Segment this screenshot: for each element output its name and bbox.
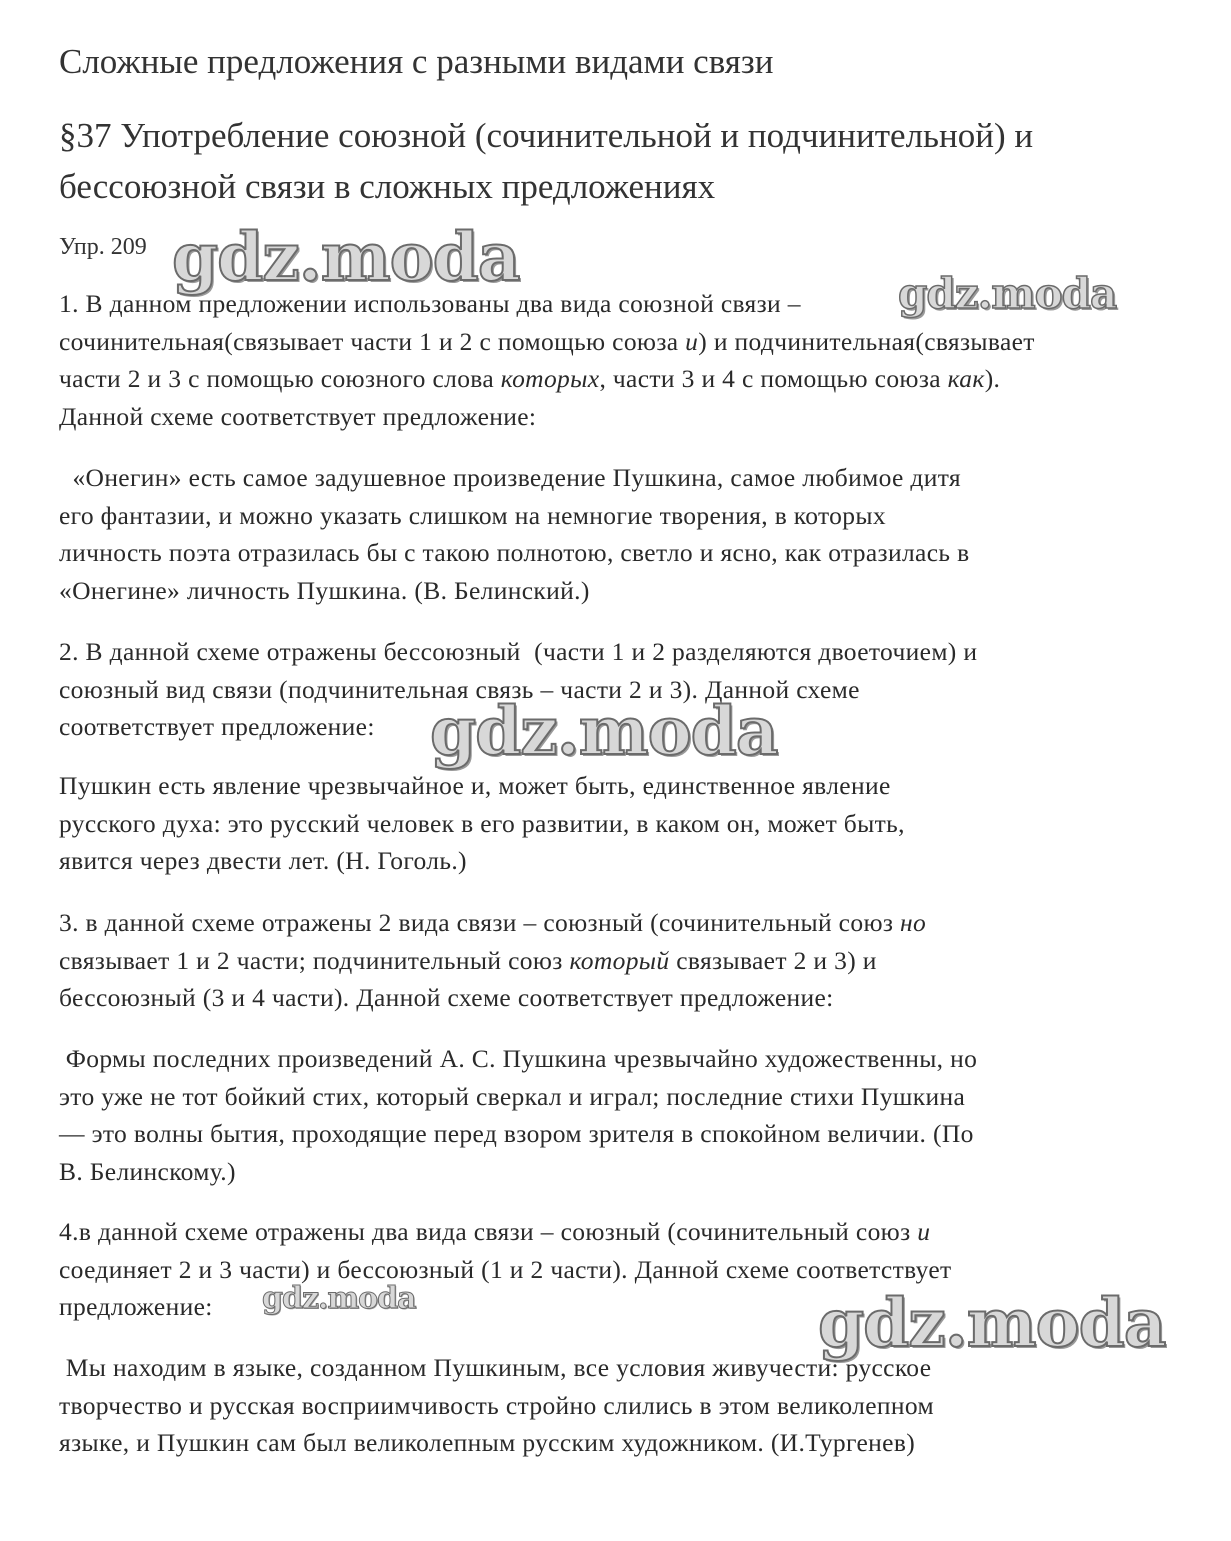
- quote-4-line: языке, и Пушкин сам был великолепным русским художником. (И.Тургенев): [59, 1428, 916, 1457]
- answer-3-line: связывает 1 и 2 части; подчинительный союз который связывает 2 и 3) и: [59, 945, 877, 975]
- exercise-label: Упр. 209: [59, 234, 147, 260]
- quote-3-line: — это волны бытия, проходящие перед взором зрителя в спокойном величии. (По: [59, 1119, 974, 1148]
- quote-3-line: это уже не тот бойкий стих, который сверкал и играл; последние стихи Пушкина: [59, 1081, 966, 1111]
- answer-1-line: части 2 и 3 с помощью союзного слова которых, части 3 и 4 с помощью союза как).: [59, 364, 1001, 393]
- answer-3-line: 3. в данной схеме отражены 2 вида связи – союзный (сочинительный союз но: [59, 908, 927, 937]
- chapter-title: Сложные предложения с разными видами связи: [59, 42, 774, 81]
- answer-3: [59, 904, 1184, 1017]
- conjunction-term: как: [947, 364, 985, 393]
- quote-1-line: его фантазии, и можно указать слишком на немногие творения, в которых: [59, 500, 886, 530]
- conjunction-term: и: [685, 326, 699, 356]
- quote-1-line: «Онегин» есть самое задушевное произведение Пушкина, самое любимое дитя: [59, 463, 961, 492]
- answer-4-line: соединяет 2 и 3 части) и бессоюзный (1 и 2 части). Данной схеме соответствует: [59, 1254, 952, 1284]
- quote-3-line: Формы последних произведений А. С. Пушкина чрезвычайно художественны, но: [59, 1044, 978, 1073]
- quote-3: [59, 1040, 1184, 1190]
- watermark: gdz.moda: [430, 692, 778, 770]
- answer-4-line: 4.в данной схеме отражены два вида связи – союзный (сочинительный союз и: [59, 1217, 931, 1246]
- answer-4-line: предложение:: [59, 1292, 213, 1321]
- quote-3-line: В. Белинскому.): [59, 1156, 236, 1186]
- section-title-line-1: §37 Употребление союзной (сочинительной и подчинительной) и: [59, 116, 1034, 155]
- answer-2-line: соответствует предложение:: [59, 712, 375, 741]
- watermark: gdz.moda: [172, 218, 520, 296]
- quote-1-line: личность поэта отразилась бы с такою полнотою, светло и ясно, как отразилась в: [59, 538, 970, 567]
- quote-4-line: творчество и русская восприимчивость стройно слились в этом великолепном: [59, 1390, 934, 1420]
- conjunction-term: и: [917, 1217, 931, 1246]
- watermark: gdz.moda: [898, 269, 1117, 318]
- conjunction-term: которых: [500, 364, 600, 393]
- answer-3-line: бессоюзный (3 и 4 части). Данной схеме соответствует предложение:: [59, 983, 834, 1012]
- answer-2-line: 2. В данной схеме отражены бессоюзный (части 1 и 2 разделяются двоеточием) и: [59, 637, 978, 666]
- quote-2-line: Пушкин есть явление чрезвычайное и, может быть, единственное явление: [59, 771, 891, 800]
- quote-1-line: «Онегине» личность Пушкина. (В. Белинский.): [59, 575, 590, 605]
- quote-1: [59, 459, 1184, 609]
- quote-2-line: явится через двести лет. (Н. Гоголь.): [59, 846, 467, 875]
- section-title: [59, 110, 1179, 212]
- quote-2-line: русского духа: это русский человек в его развитии, в каком он, может быть,: [59, 808, 905, 838]
- conjunction-term: который: [569, 945, 670, 975]
- answer-1-line: Данной схеме соответствует предложение:: [59, 401, 537, 431]
- watermark: gdz.moda: [818, 1284, 1166, 1362]
- answer-1-line: 1. В данном предложении использованы два вида союзной связи –: [59, 289, 801, 318]
- quote-4: [59, 1349, 1184, 1462]
- quote-2: [59, 767, 1184, 880]
- watermark: gdz.moda: [262, 1281, 416, 1316]
- answer-1-line: сочинительная(связывает части 1 и 2 с помощью союза и) и подчинительная(связывает: [59, 326, 1035, 356]
- section-title-line-2: бессоюзной связи в сложных предложениях: [59, 167, 716, 206]
- conjunction-term: но: [900, 908, 927, 937]
- answer-2-line: союзный вид связи (подчинительная связь – части 2 и 3). Данной схеме: [59, 674, 860, 704]
- quote-4-line: Мы находим в языке, созданном Пушкиным, все условия живучести: русское: [59, 1353, 932, 1382]
